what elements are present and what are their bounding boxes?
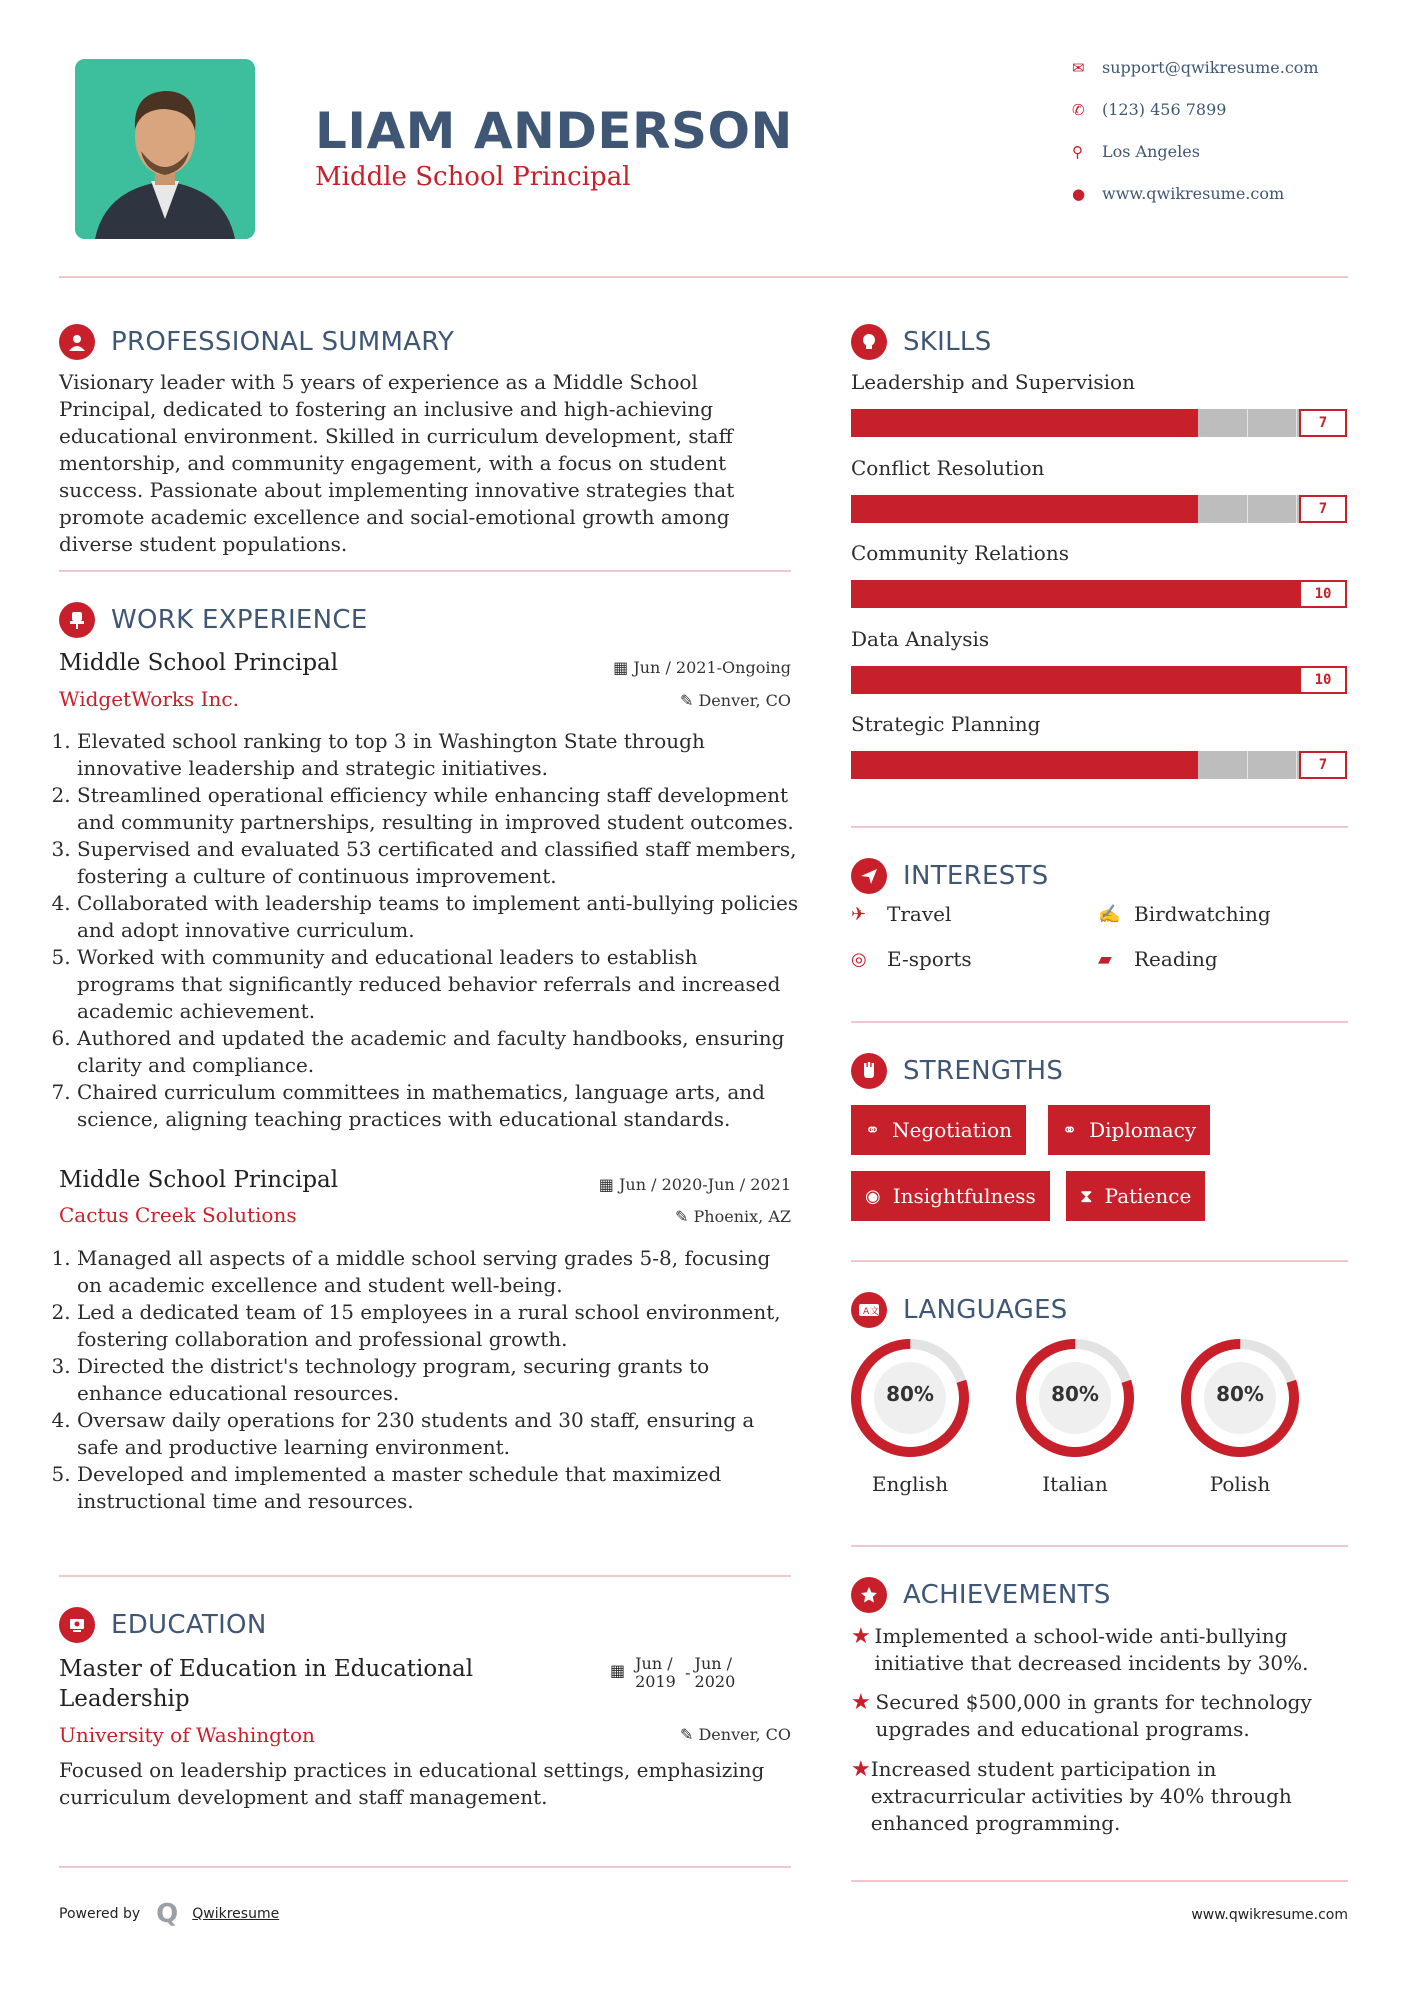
education-text: Focused on leadership practices in educational settings, emphasizing curriculum development and staff management. [59, 1758, 765, 1809]
education-location [680, 1725, 791, 1744]
skill-bar-segment [1248, 751, 1298, 779]
experience-divider [59, 1575, 791, 1577]
language-name: English [871, 1472, 949, 1496]
header-divider [59, 276, 1348, 278]
qwikresume-logo-icon: Q [156, 1899, 179, 1929]
powered-by-label: Powered by [59, 1906, 141, 1922]
contact-email-text: support@qwikresume.com [1102, 58, 1319, 77]
achievement-item [851, 1756, 1321, 1837]
user-icon [59, 324, 95, 360]
job-1-dates-text: Jun / 2021-Ongoing [633, 658, 791, 677]
strength-label: Insightfulness [892, 1184, 1036, 1208]
skill-bar [851, 409, 1347, 437]
education-school: University of Washington [59, 1723, 315, 1747]
interest-travel [851, 902, 951, 926]
list-item: 6. Authored and updated the academic and faculty handbooks, ensuring clarity and compliance. [77, 1025, 799, 1079]
language-item [1178, 1336, 1302, 1496]
skill-bar [851, 666, 1347, 694]
job-2-dates [599, 1175, 791, 1194]
language-item [848, 1336, 972, 1496]
handshake-icon: ⚭ [865, 1119, 881, 1141]
profile-photo [75, 59, 255, 239]
skills-divider [851, 826, 1348, 828]
list-item: 3. Directed the district's technology program, securing grants to enhance educational resources. [77, 1353, 799, 1407]
book-icon: ▰ [1098, 948, 1112, 970]
list-item: 2. Led a dedicated team of 15 employees in a rural school environment, fostering collaboration and professional growth. [77, 1299, 799, 1353]
interests-divider [851, 1021, 1348, 1023]
contact-phone-text: (123) 456 7899 [1102, 100, 1227, 119]
achievement-item [851, 1623, 1321, 1677]
hand-icon [851, 1053, 887, 1089]
job-2-company: Cactus Creek Solutions [59, 1203, 297, 1227]
job-2-location-text: Phoenix, AZ [693, 1207, 791, 1226]
list-item: 1. Managed all aspects of a middle school serving grades 5-8, focusing on academic excellence and student well-being. [77, 1245, 799, 1299]
achievement-item [851, 1689, 1321, 1743]
interests-title: INTERESTS [903, 861, 1049, 891]
skill-score: 10 [1299, 666, 1347, 694]
list-item: 1. Elevated school ranking to top 3 in Washington State through innovative leadership and strategic initiatives. [77, 728, 799, 782]
skills-heading [851, 324, 992, 360]
skill-bar [851, 495, 1347, 523]
lifebuoy-icon: ◎ [851, 948, 867, 970]
skill-label: Conflict Resolution [851, 456, 1045, 480]
job-2-responsibilities [59, 1245, 799, 1515]
contact-website[interactable] [1072, 184, 1284, 203]
interest-label: Birdwatching [1134, 902, 1271, 926]
skill-score: 7 [1299, 751, 1347, 779]
calendar-icon: ▦ [598, 1175, 619, 1194]
strength-insightfulness [851, 1171, 1050, 1221]
list-item: 5. Worked with community and educational leaders to establish programs that significantly reduced behavior referrals and increased academic achievement. [77, 944, 799, 1025]
achievement-text: Secured $500,000 in grants for technology upgrades and educational programs. [875, 1690, 1312, 1741]
shooting-star-icon: ★ [851, 1690, 871, 1715]
skill-label: Community Relations [851, 541, 1069, 565]
strengths-heading [851, 1053, 1063, 1089]
skill-bar-segment [1248, 409, 1298, 437]
education-title: EDUCATION [111, 1610, 267, 1640]
education-heading [59, 1607, 267, 1643]
handshake-icon: ⚭ [1062, 1119, 1078, 1141]
summary-heading [59, 324, 454, 360]
skill-bar-segment [1198, 409, 1248, 437]
pencil-square-icon: ✍ [1098, 903, 1121, 925]
contact-website-text: www.qwikresume.com [1102, 184, 1285, 203]
skill-label: Strategic Planning [851, 712, 1041, 736]
skill-bar-fill [851, 751, 1198, 779]
languages-heading [851, 1292, 1068, 1328]
skill-score: 7 [1299, 409, 1347, 437]
pin-icon: ✎ [675, 1207, 694, 1226]
language-item [1013, 1336, 1137, 1496]
interest-birdwatching [1098, 902, 1271, 926]
languages-title: LANGUAGES [903, 1295, 1068, 1325]
skill-bar-segment [1198, 751, 1248, 779]
skill-bar-fill [851, 666, 1347, 694]
qwikresume-link[interactable]: Qwikresume [192, 1906, 280, 1922]
eye-icon: ◉ [865, 1185, 881, 1207]
achievements-title: ACHIEVEMENTS [903, 1580, 1111, 1610]
experience-title: WORK EXPERIENCE [111, 605, 368, 635]
plane-icon: ✈ [851, 903, 867, 925]
calendar-icon: ▦ [613, 658, 634, 677]
paper-plane-icon [851, 858, 887, 894]
summary-text: Visionary leader with 5 years of experience as a Middle School Principal, dedicated to fostering an inclusive and high-achieving educational environment. Skilled in curriculum development, staff mentorship, and community engagement, with a focus on student success. Passionate about implementing innovative strategies that promote academic excellence and social-emotional growth among diverse student populations. [59, 370, 735, 556]
shooting-star-icon: ★ [851, 1757, 871, 1782]
strength-patience [1066, 1171, 1205, 1221]
star-badge-icon [851, 1577, 887, 1613]
achievement-text: Implemented a school-wide anti-bullying initiative that decreased incidents by 30%. [874, 1624, 1309, 1675]
skill-bar [851, 751, 1347, 779]
skill-score: 7 [1299, 495, 1347, 523]
list-item: 2. Streamlined operational efficiency while enhancing staff development and community partnerships, resulting in improved student outcomes. [77, 782, 799, 836]
list-item: 5. Developed and implemented a master schedule that maximized instructional time and resources. [77, 1461, 799, 1515]
skills-title: SKILLS [903, 327, 992, 357]
job-1-dates [613, 658, 791, 677]
avatar [75, 59, 255, 239]
job-1-title: Middle School Principal [59, 650, 339, 676]
experience-heading [59, 602, 368, 638]
education-degree: Master of Education in Educational Leadership [59, 1656, 474, 1712]
interest-label: Reading [1134, 947, 1218, 971]
list-item: 7. Chaired curriculum committees in mathematics, language arts, and science, aligning teaching practices with educational standards. [77, 1079, 799, 1133]
interests-heading [851, 858, 1049, 894]
skill-label: Data Analysis [851, 627, 990, 651]
footer-website[interactable]: www.qwikresume.com [1191, 1907, 1348, 1923]
strength-label: Diplomacy [1089, 1118, 1197, 1142]
achievements-divider [851, 1880, 1348, 1882]
list-item: 3. Supervised and evaluated 53 certificated and classified staff members, fostering a culture of continuous improvement. [77, 836, 799, 890]
skill-bar-fill [851, 495, 1198, 523]
skill-bar-segment [1248, 495, 1298, 523]
language-percent: 80% [1216, 1382, 1264, 1406]
skill-bar-segment [1198, 495, 1248, 523]
education-date-sep: - [685, 1663, 691, 1682]
languages-divider [851, 1545, 1348, 1547]
education-divider [59, 1866, 791, 1868]
strength-label: Patience [1104, 1184, 1192, 1208]
svg-text:文: 文 [870, 1307, 880, 1317]
skill-label: Leadership and Supervision [851, 370, 1135, 394]
language-percent: 80% [1051, 1382, 1099, 1406]
summary-divider [59, 570, 791, 572]
contact-phone[interactable] [1072, 100, 1226, 119]
skill-score: 10 [1299, 580, 1347, 608]
skill-bar [851, 580, 1347, 608]
list-item: 4. Oversaw daily operations for 230 students and 30 staff, ensuring a safe and productive learning environment. [77, 1407, 799, 1461]
job-2-dates-text: Jun / 2020-Jun / 2021 [618, 1175, 791, 1194]
job-2-title: Middle School Principal [59, 1167, 339, 1193]
achievements-heading [851, 1577, 1111, 1613]
job-2-location [675, 1207, 791, 1226]
strength-negotiation [851, 1105, 1026, 1155]
strength-diplomacy [1048, 1105, 1210, 1155]
svg-text:A: A [863, 1307, 870, 1317]
education-location-text: Denver, CO [698, 1725, 791, 1744]
pin-icon: ✎ [679, 1725, 699, 1744]
education-date-end: Jun / 2020 [694, 1654, 736, 1691]
summary-title: PROFESSIONAL SUMMARY [111, 327, 455, 357]
strength-label: Negotiation [892, 1118, 1012, 1142]
interest-label: Travel [887, 902, 952, 926]
strengths-divider [851, 1260, 1348, 1262]
skill-bar-fill [851, 409, 1198, 437]
candidate-name: LIAM ANDERSON [315, 102, 793, 160]
job-1-responsibilities [59, 728, 799, 1133]
interest-reading [1098, 947, 1218, 971]
contact-email[interactable] [1072, 58, 1319, 77]
list-item: 4. Collaborated with leadership teams to implement anti-bullying policies and adopt innovative curriculum. [77, 890, 799, 944]
job-1-location-text: Denver, CO [698, 691, 791, 710]
candidate-role: Middle School Principal [315, 162, 631, 192]
chair-icon [59, 602, 95, 638]
graduation-icon [59, 1607, 95, 1643]
lightbulb-icon [851, 324, 887, 360]
language-name: Italian [1042, 1472, 1108, 1496]
pin-icon: ✎ [679, 691, 699, 710]
phone-icon: ✆ [1072, 100, 1085, 119]
strengths-title: STRENGTHS [903, 1056, 1064, 1086]
skill-bar-fill [851, 580, 1347, 608]
globe-icon: ● [1072, 184, 1086, 203]
footer-powered-by [59, 1899, 280, 1929]
language-percent: 80% [886, 1382, 934, 1406]
language-name: Polish [1209, 1472, 1271, 1496]
translate-icon [851, 1292, 887, 1328]
job-1-location [680, 691, 791, 710]
contact-location-text: Los Angeles [1102, 142, 1200, 161]
hourglass-icon: ⧗ [1080, 1185, 1093, 1207]
interest-esports [851, 947, 972, 971]
achievement-text: Increased student participation in extracurricular activities by 40% through enhanced programming. [870, 1757, 1292, 1835]
envelope-icon: ✉ [1072, 58, 1085, 77]
map-pin-icon: ⚲ [1072, 142, 1083, 161]
education-date-start: Jun / 2019 [635, 1654, 676, 1691]
calendar-icon: ▦ [610, 1661, 626, 1680]
interest-label: E-sports [887, 947, 972, 971]
shooting-star-icon: ★ [851, 1624, 871, 1649]
job-1-company: WidgetWorks Inc. [59, 687, 239, 711]
education-dates [610, 1655, 737, 1691]
contact-location [1072, 142, 1200, 161]
